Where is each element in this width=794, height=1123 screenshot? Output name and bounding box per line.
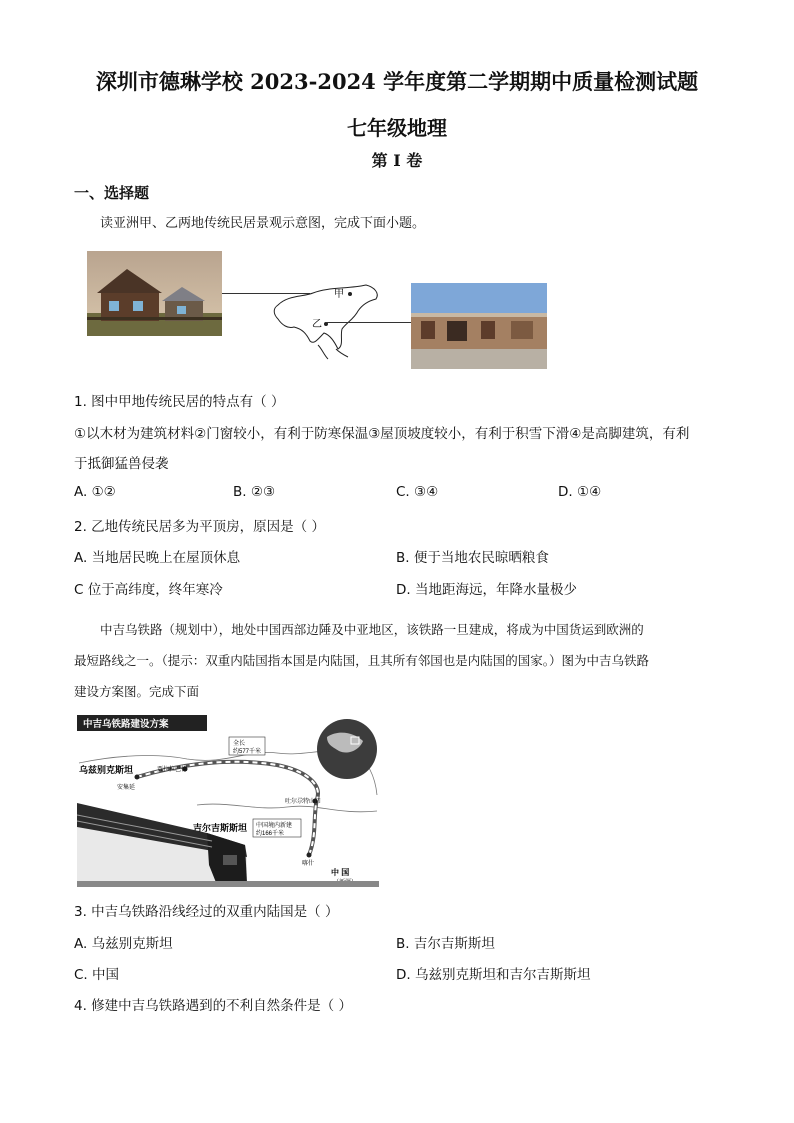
q1-desc-line2: 于抵御猛兽侵袭 — [74, 456, 169, 472]
q3-stem: 3. 中吉乌铁路沿线经过的双重内陆国是（ ） — [74, 904, 339, 920]
label-uzbekistan: 乌兹别克斯坦 — [79, 765, 134, 775]
connector-line-right — [326, 322, 412, 323]
label-china: 中 国 — [331, 868, 350, 877]
label-kyrgyzstan: 吉尔吉斯斯坦 — [193, 823, 248, 833]
q1-option-c[interactable]: C. ③④ — [396, 484, 439, 500]
q2-option-b[interactable]: B. 便于当地农民晾晒粮食 — [396, 550, 549, 566]
rail-map-title: 中吉乌铁路建设方案 — [83, 719, 169, 730]
q3-option-d[interactable]: D. 乌兹别克斯坦和吉尔吉斯斯坦 — [396, 967, 591, 983]
q3-option-a[interactable]: A. 乌兹别克斯坦 — [74, 936, 173, 952]
q2-option-a[interactable]: A. 当地居民晚上在屋顶休息 — [74, 550, 241, 566]
q4-stem: 4. 修建中吉乌铁路遇到的不利自然条件是（ ） — [74, 998, 352, 1014]
passage-line1: 中吉乌铁路（规划中），地处中国西部边陲及中亚地区，该铁路一旦建成，将成为中国货运到欧洲的 — [100, 622, 644, 637]
q1-desc-line1: ①以木材为建筑材料②门窗较小，有利于防寒保温③屋顶坡度较小，有利于积雪下滑④是高脚建筑，有利 — [74, 426, 690, 442]
asia-map — [258, 275, 383, 365]
map-label-yi: 乙 — [312, 319, 322, 330]
volume-label: 第 I 卷 — [371, 151, 423, 170]
exam-title: 深圳市德琳学校 2023-2024 学年度第二学期期中质量检测试题 — [95, 69, 699, 94]
q2-stem: 2. 乙地传统民居多为平顶房，原因是（ ） — [74, 519, 325, 535]
label-jalalabad: 贾拉拉巴德 — [157, 767, 188, 773]
q2-option-c[interactable]: C 位于高纬度，终年寒冷 — [74, 582, 223, 598]
q2-option-d[interactable]: D. 当地距海远，年降水量极少 — [396, 582, 577, 598]
label-torugart: 吐尔尕特山口 — [285, 799, 322, 805]
rail-map-figure — [77, 715, 379, 887]
section-heading: 一、选择题 — [74, 184, 150, 202]
q1-option-a[interactable]: A. ①② — [74, 484, 116, 500]
exam-subtitle: 七年级地理 — [347, 116, 447, 140]
map-label-jia: 甲 — [334, 289, 344, 300]
house-yi-photo — [411, 283, 547, 369]
label-total-length: 约577千米 — [233, 749, 262, 755]
label-china-segment: 约166千米 — [256, 831, 285, 837]
house-jia-photo — [87, 251, 222, 336]
q3-option-c[interactable]: C. 中国 — [74, 967, 120, 983]
label-kashgar: 喀什 — [302, 861, 315, 867]
passage-line2: 最短路线之一。（提示：双重内陆国指本国是内陆国，且其所有邻国也是内陆国的国家。）图为中吉乌铁路 — [74, 653, 650, 668]
passage-line3: 建设方案图。完成下面 — [74, 684, 200, 699]
label-andijan: 安集延 — [117, 785, 136, 791]
q3-option-b[interactable]: B. 吉尔吉斯斯坦 — [396, 936, 495, 952]
q1-stem: 1. 图中甲地传统民居的特点有（ ） — [74, 394, 285, 410]
q1-option-b[interactable]: B. ②③ — [233, 484, 276, 500]
q1-option-d[interactable]: D. ①④ — [558, 484, 602, 500]
label-china-segment-title: 中国境内新建 — [256, 823, 293, 829]
label-total-length-title: 全长 — [233, 741, 246, 747]
section-intro: 读亚洲甲、乙两地传统民居景观示意图，完成下面小题。 — [100, 216, 426, 231]
